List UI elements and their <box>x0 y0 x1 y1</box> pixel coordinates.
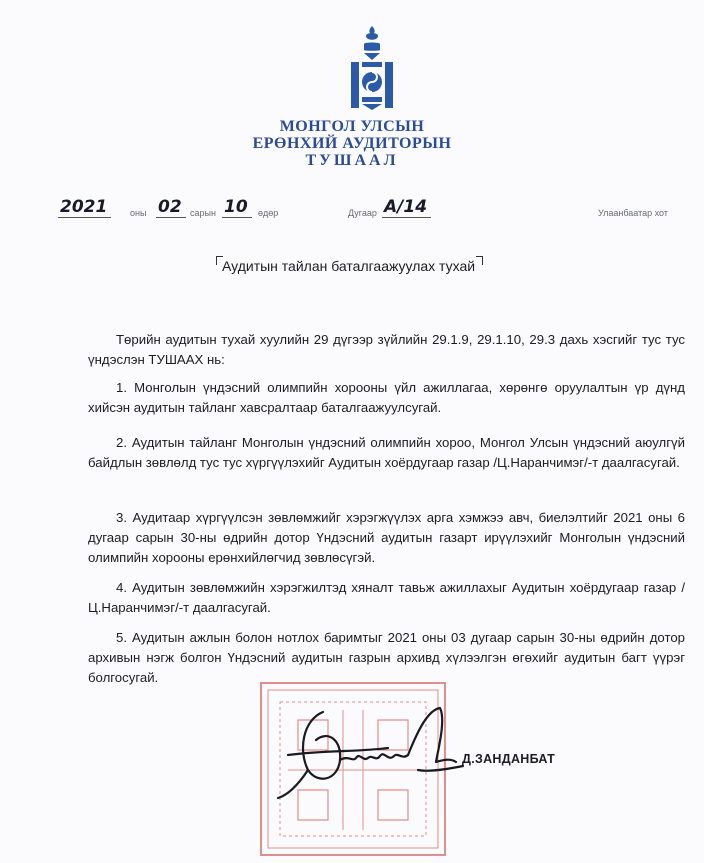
document-type-title: ТУШААЛ <box>305 152 399 169</box>
preamble-paragraph: Төрийн аудитын тухай хуулийн 29 дүгээр зүйлийн 29.1.9, 29.1.10, 29.3 дахь хэсгийг тус тус үндэслэн ТУШААХ нь: <box>88 332 685 367</box>
order-number: А/14 <box>382 197 431 218</box>
year-label: оны <box>130 208 147 218</box>
org-name-line1: МОНГОЛ УЛСЫН <box>279 118 425 135</box>
number-label: Дугаар <box>348 208 377 218</box>
signature <box>268 700 468 805</box>
order-item-1: 1. Монголын үндэсний олимпийн хорооны үйл ажиллагаа, хөрөнгө оруулалтын үр дүнд хийсэн аудитын тайланг хавсралтаар баталгаажуулсугай. <box>88 380 685 415</box>
month-label: сарын <box>190 208 216 218</box>
place-label: Улаанбаатар хот <box>598 208 668 218</box>
order-item-5: 5. Аудитын ажлын болон нотлох баримтыг 2021 оны 03 дугаар сарын 30-ны өдрийн дотор архивын нэгж болгон Үндэсний аудитын газрын архивд хүлээлгэн өгөхийг аудитын багт үүрэг болгосугай. <box>88 630 685 685</box>
order-subject <box>222 258 475 274</box>
signer-name: Д.ЗАНДАНБАТ <box>462 752 556 766</box>
order-item-3: 3. Аудитаар хүргүүлсэн зөвлөмжийг хэрэгжүүлэх арга хэмжээ авч, биелэлтийг 2021 оны 6 дугаар сарын 30-ны өдрийн дотор Үндэсний аудитын газарт ирүүлэхийг Монголын үндэсний олимпийн хорооны ерөнхийлөгчид зөвлөсүгэй. <box>88 510 685 565</box>
date-day: 10 <box>222 197 252 218</box>
order-item-4: 4. Аудитын зөвлөмжийн хэрэгжилтэд хяналт тавьж ажиллахыг Аудитын хоёрдугаар газар /Ц.Наранчимэг/-т даалгасугай. <box>88 580 685 615</box>
order-item-2: 2. Аудитын тайланг Монголын үндэсний олимпийн хороо, Монгол Улсын үндэсний аюулгүй байдлын зөвлөлд тус тус хүргүүлэхийг Аудитын хоёрдугаар газар /Ц.Наранчимэг/-т даалгасугай. <box>88 435 685 470</box>
soyombo-emblem-icon <box>349 24 395 110</box>
subject-text: Аудитын тайлан баталгаажуулах тухай <box>222 258 476 274</box>
date-number-line <box>0 196 704 222</box>
date-year: 2021 <box>58 197 111 218</box>
date-month: 02 <box>156 197 186 218</box>
org-name-line2: ЕРӨНХИЙ АУДИТОРЫН <box>252 135 452 152</box>
day-label: өдөр <box>258 208 279 218</box>
